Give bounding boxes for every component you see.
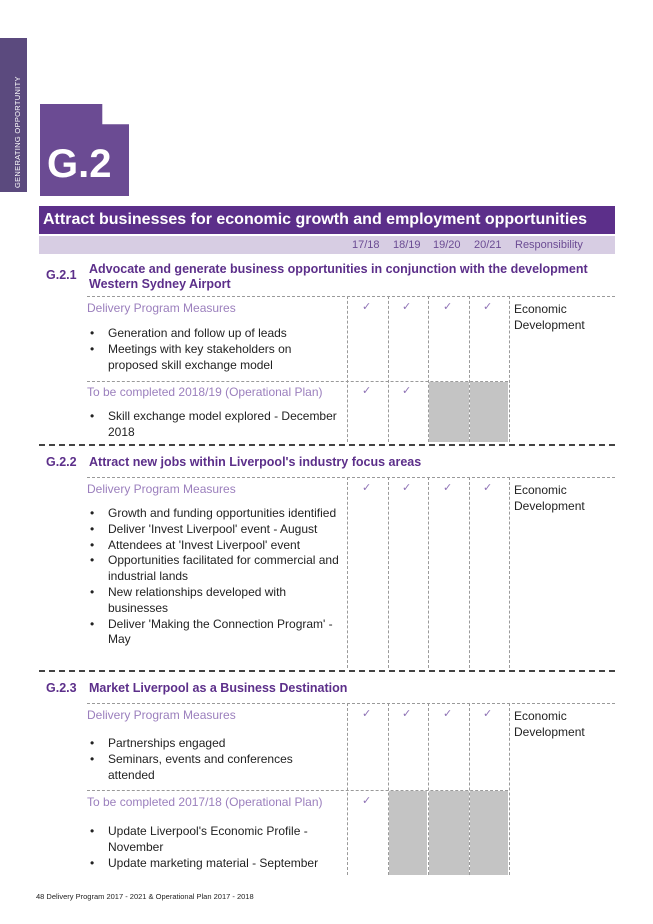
measures-label: Delivery Program Measures xyxy=(87,708,236,722)
column-divider xyxy=(388,703,389,875)
column-divider xyxy=(428,477,429,668)
row-divider xyxy=(87,703,615,704)
section-code: G.2.1 xyxy=(46,268,77,282)
goal-banner: Attract businesses for economic growth and employment opportunities xyxy=(39,206,615,234)
section-code: G.2.2 xyxy=(46,455,77,469)
row-divider xyxy=(87,296,615,297)
measures-list xyxy=(90,506,340,648)
list-item: • Update marketing material - September xyxy=(90,856,340,872)
section-title: Advocate and generate business opportunities in conjunction with the development Western Sydney Airport xyxy=(89,262,588,291)
plan-label: To be completed 2018/19 (Operational Plan) xyxy=(87,385,323,399)
list-item: • New relationships developed with businesses xyxy=(90,585,340,617)
section-badge-label: G.2 xyxy=(47,142,112,186)
tick-icon: ✓ xyxy=(483,482,493,494)
header-responsibility: Responsibility xyxy=(515,239,583,251)
tick-icon: ✓ xyxy=(483,708,493,720)
shaded-cell xyxy=(470,791,508,875)
measures-label: Delivery Program Measures xyxy=(87,301,236,315)
tick-icon: ✓ xyxy=(362,301,372,313)
plan-list xyxy=(90,824,340,871)
column-divider xyxy=(509,296,510,442)
column-divider xyxy=(469,477,470,668)
measures-list xyxy=(90,326,340,373)
side-tab-label: GENERATING OPPORTUNITY xyxy=(13,76,22,188)
list-item: • Deliver 'Making the Connection Program' - May xyxy=(90,617,340,649)
page-footer: 48 Delivery Program 2017 - 2021 & Operational Plan 2017 - 2018 xyxy=(36,892,254,901)
column-divider xyxy=(509,703,510,875)
section-divider xyxy=(39,444,615,446)
tick-icon: ✓ xyxy=(443,301,453,313)
plan-list xyxy=(90,409,340,441)
header-year-1: 17/18 xyxy=(352,239,380,251)
tick-icon: ✓ xyxy=(362,708,372,720)
column-divider xyxy=(347,477,348,668)
plan-label: To be completed 2017/18 (Operational Plan) xyxy=(87,795,323,809)
tick-icon: ✓ xyxy=(402,708,412,720)
tick-icon: ✓ xyxy=(443,708,453,720)
responsibility-text: Economic Development xyxy=(514,709,585,739)
column-divider xyxy=(388,296,389,442)
responsibility-text: Economic Development xyxy=(514,483,585,513)
shaded-cell xyxy=(429,382,469,442)
list-item: • Attendees at 'Invest Liverpool' event xyxy=(90,538,340,554)
tick-icon: ✓ xyxy=(362,482,372,494)
list-item: • Partnerships engaged xyxy=(90,736,340,752)
column-divider xyxy=(428,703,429,875)
column-divider xyxy=(347,703,348,875)
measures-label: Delivery Program Measures xyxy=(87,482,236,496)
header-year-2: 18/19 xyxy=(393,239,421,251)
list-item: • Deliver 'Invest Liverpool' event - August xyxy=(90,522,340,538)
shaded-cell xyxy=(470,382,508,442)
row-divider xyxy=(87,477,615,478)
shaded-cell xyxy=(389,791,427,875)
column-divider xyxy=(469,296,470,442)
list-item: • Seminars, events and conferences attended xyxy=(90,752,340,784)
tick-icon: ✓ xyxy=(402,301,412,313)
header-year-4: 20/21 xyxy=(474,239,502,251)
tick-icon: ✓ xyxy=(402,385,412,397)
tick-icon: ✓ xyxy=(362,795,372,807)
tick-icon: ✓ xyxy=(362,385,372,397)
responsibility-text: Economic Development xyxy=(514,302,585,332)
section-title: Attract new jobs within Liverpool's industry focus areas xyxy=(89,455,422,469)
list-item: • Meetings with key stakeholders on proposed skill exchange model xyxy=(90,342,340,374)
tick-icon: ✓ xyxy=(402,482,412,494)
header-year-3: 19/20 xyxy=(433,239,461,251)
section-title: Market Liverpool as a Business Destination xyxy=(89,681,348,695)
column-divider xyxy=(388,477,389,668)
list-item: • Opportunities facilitated for commercial and industrial lands xyxy=(90,553,340,585)
section-code: G.2.3 xyxy=(46,681,77,695)
column-divider xyxy=(347,296,348,442)
shaded-cell xyxy=(429,791,469,875)
list-item: • Generation and follow up of leads xyxy=(90,326,340,342)
list-item: • Update Liverpool's Economic Profile - November xyxy=(90,824,340,856)
tick-icon: ✓ xyxy=(483,301,493,313)
column-divider xyxy=(509,477,510,668)
column-divider xyxy=(428,296,429,442)
measures-list xyxy=(90,736,340,783)
column-divider xyxy=(469,703,470,875)
list-item: • Skill exchange model explored - December 2018 xyxy=(90,409,340,441)
tick-icon: ✓ xyxy=(443,482,453,494)
list-item: • Growth and funding opportunities identified xyxy=(90,506,340,522)
section-divider xyxy=(39,670,615,672)
